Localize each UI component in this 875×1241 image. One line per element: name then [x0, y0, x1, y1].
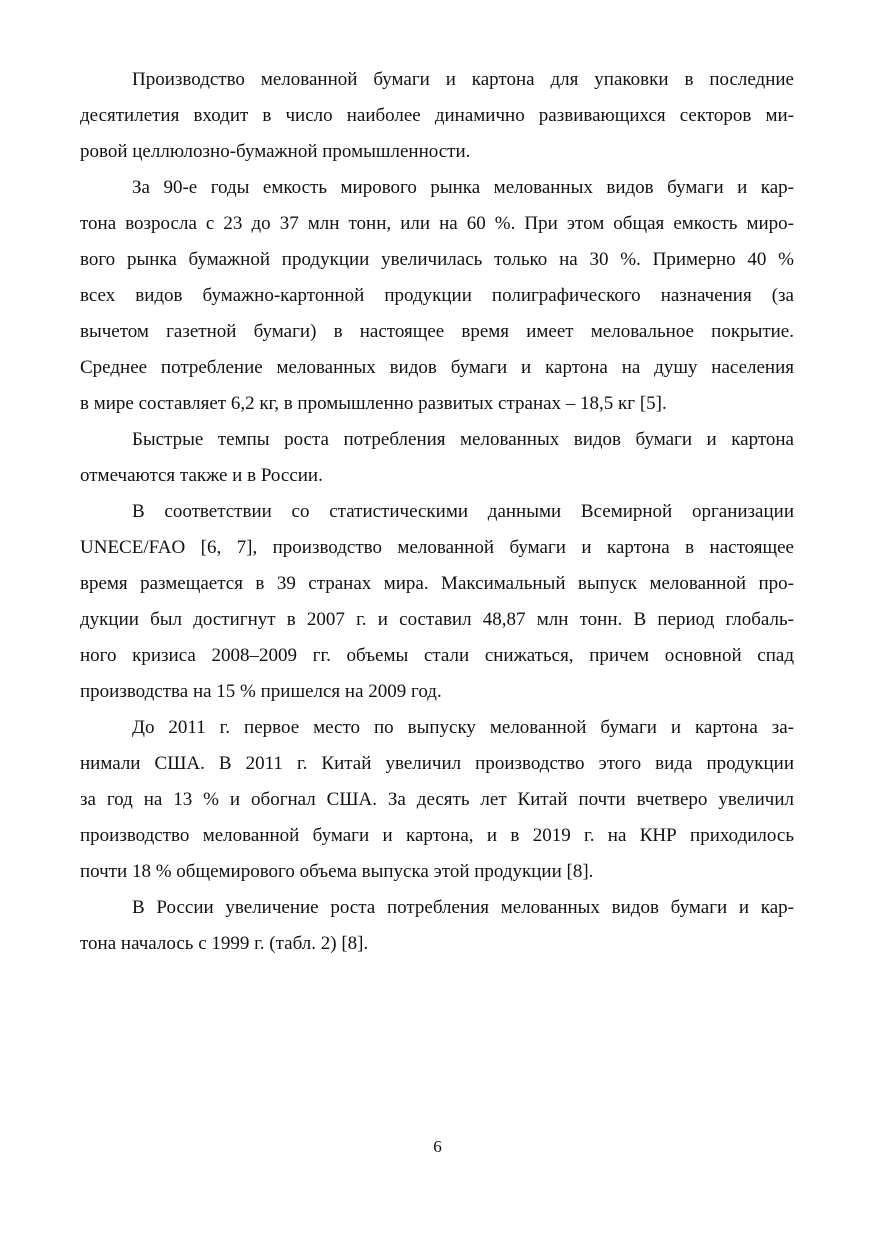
text-line: нимали США. В 2011 г. Китай увеличил производство этого вида продукции	[80, 753, 794, 774]
text-line: Быстрые темпы роста потребления мелованных видов бумаги и картона	[132, 429, 794, 450]
paragraph-4	[80, 494, 794, 710]
paragraph-3	[80, 422, 794, 494]
paragraph-5	[80, 710, 794, 890]
text-line: UNECE/FAO [6, 7], производство мелованной бумаги и картона в настоящее	[80, 537, 794, 558]
text-line: ного кризиса 2008–2009 гг. объемы стали снижаться, причем основной спад	[80, 645, 794, 666]
text-line: производства на 15 % пришелся на 2009 год.	[80, 681, 442, 702]
text-line: десятилетия входит в число наиболее динамично развивающихся секторов ми-	[80, 105, 794, 126]
text-line: время размещается в 39 странах мира. Максимальный выпуск мелованной про-	[80, 573, 794, 594]
page-number: 6	[433, 1137, 442, 1156]
text-line: ровой целлюлозно-бумажной промышленности.	[80, 141, 471, 162]
text-line: почти 18 % общемирового объема выпуска этой продукции [8].	[80, 861, 594, 882]
text-line: В России увеличение роста потребления мелованных видов бумаги и кар-	[132, 897, 794, 918]
text-line: тона началось с 1999 г. (табл. 2) [8].	[80, 933, 369, 954]
body-text	[80, 62, 794, 962]
text-line: в мире составляет 6,2 кг, в промышленно развитых странах – 18,5 кг [5].	[80, 393, 667, 414]
text-line: За 90-е годы емкость мирового рынка мелованных видов бумаги и кар-	[132, 177, 794, 198]
text-line: Среднее потребление мелованных видов бумаги и картона на душу населения	[80, 357, 794, 378]
text-line: всех видов бумажно-картонной продукции полиграфического назначения (за	[80, 285, 794, 306]
text-line: тона возросла с 23 до 37 млн тонн, или на 60 %. При этом общая емкость миро-	[80, 213, 794, 234]
text-line: вычетом газетной бумаги) в настоящее время имеет меловальное покрытие.	[80, 321, 794, 342]
text-line: Производство мелованной бумаги и картона для упаковки в последние	[132, 69, 794, 90]
text-line: отмечаются также и в России.	[80, 465, 323, 486]
text-line: вого рынка бумажной продукции увеличилась только на 30 %. Примерно 40 %	[80, 249, 794, 270]
text-line: дукции был достигнут в 2007 г. и составил 48,87 млн тонн. В период глобаль-	[80, 609, 794, 630]
text-line: за год на 13 % и обогнал США. За десять лет Китай почти вчетверо увеличил	[80, 789, 794, 810]
paragraph-2	[80, 170, 794, 422]
text-line: производство мелованной бумаги и картона, и в 2019 г. на КНР приходилось	[80, 825, 794, 846]
paragraph-1	[80, 62, 794, 170]
paragraph-6	[80, 890, 794, 962]
text-line: В соответствии со статистическими данными Всемирной организации	[132, 501, 794, 522]
text-line: До 2011 г. первое место по выпуску мелованной бумаги и картона за-	[132, 717, 794, 738]
